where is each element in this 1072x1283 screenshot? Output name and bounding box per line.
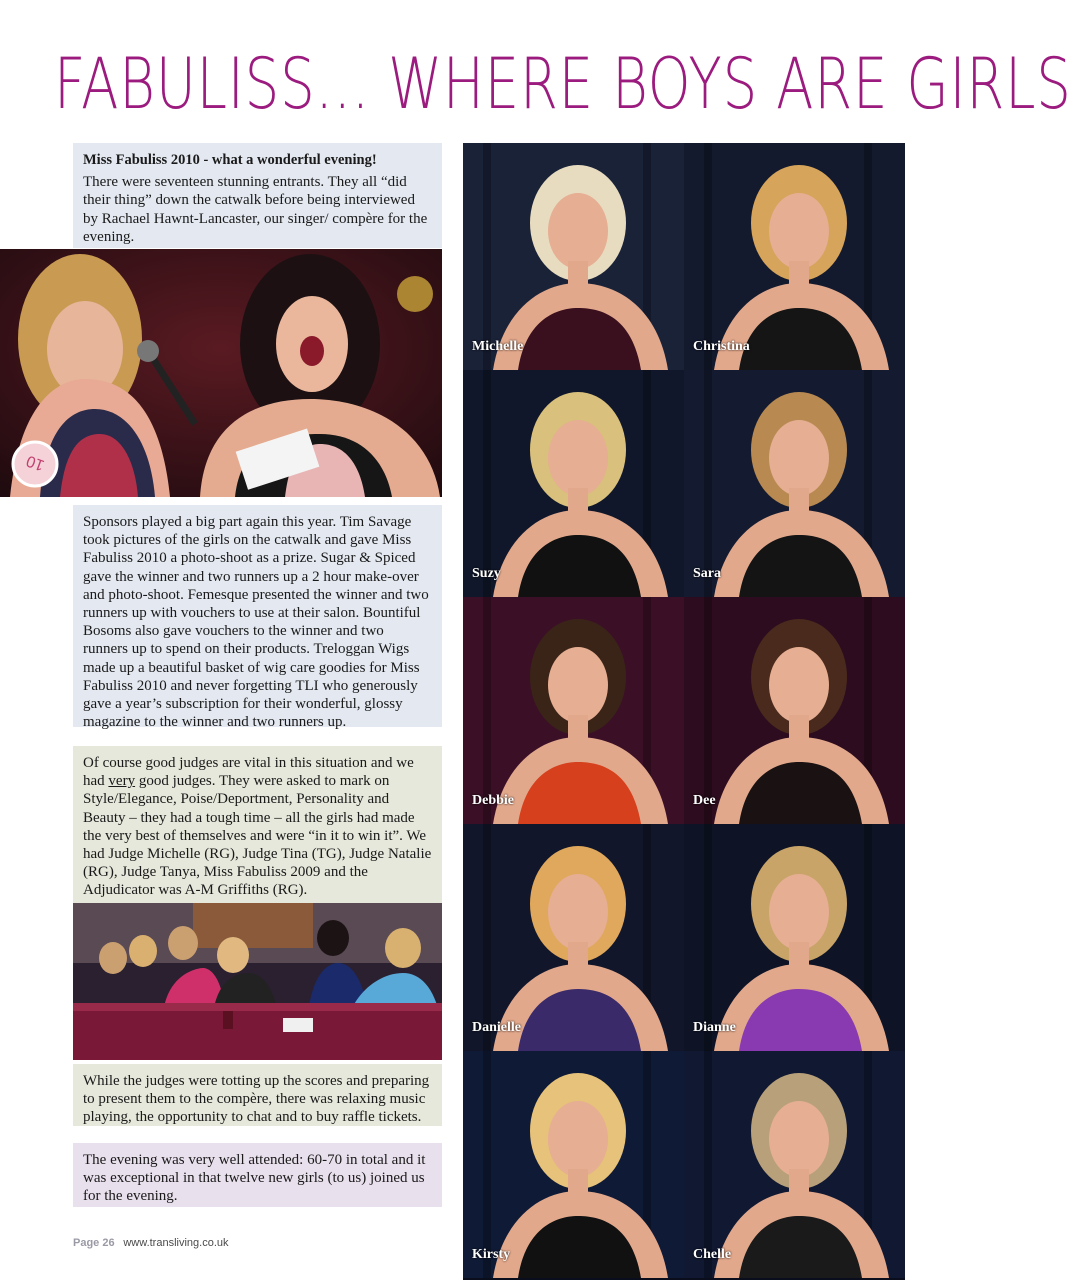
contestant-name: Christina bbox=[693, 339, 750, 354]
website-url: www.transliving.co.uk bbox=[123, 1237, 229, 1249]
judges-photo-image bbox=[73, 903, 442, 1060]
sponsors-text: Sponsors played a big part again this year. Tim Savage took pictures of the girls on the catwalk and gave Miss Fabuliss 2010 a photo-shoot as a prize. Sugar & Spiced gave the winner and two runners up a 2 hour make-over and photo-shoot. Femesque presented the winner and two runners up with vouchers to use at their salon. Bountiful Bosoms also gave vouchers to the winner and two runners up to spend on their products. Treloggan Wigs made up a beautiful basket of wig care goodies for Miss Fabuliss 2010 and never forgetting TLI who generously gave a year’s subscription for their wonderful, glossy magazine to the winner and two runners up. bbox=[83, 514, 429, 731]
contestant-portrait bbox=[684, 824, 905, 1051]
contestant-portrait bbox=[463, 824, 684, 1051]
page-number: Page 26 bbox=[73, 1237, 115, 1249]
contestant-photo bbox=[684, 143, 905, 370]
page-footer bbox=[73, 1235, 229, 1251]
contestant-name: Michelle bbox=[472, 339, 524, 354]
contestant-photo bbox=[463, 597, 684, 824]
judges-photo bbox=[73, 903, 442, 1060]
contestant-name: Chelle bbox=[693, 1247, 732, 1262]
attendance-text: The evening was very well attended: 60-70 in total and it was exceptional in that twelve new girls (to us) joined us for the evening. bbox=[83, 1152, 426, 1205]
contestant-portrait bbox=[463, 597, 684, 824]
contestant-photo bbox=[463, 824, 684, 1051]
contestant-name: Dianne bbox=[693, 1020, 736, 1035]
contestant-name: Sara bbox=[693, 566, 721, 581]
interview-photo bbox=[0, 249, 442, 497]
contestant-photo bbox=[463, 1051, 684, 1278]
contestant-photo bbox=[463, 370, 684, 597]
contestant-portrait bbox=[684, 143, 905, 370]
contestant-portrait bbox=[463, 143, 684, 370]
attendance-box bbox=[73, 1143, 442, 1207]
contestant-photo bbox=[684, 370, 905, 597]
contestant-photo bbox=[463, 143, 684, 370]
contestant-photo bbox=[684, 597, 905, 824]
contestant-portrait bbox=[684, 1051, 905, 1278]
contestants-grid bbox=[463, 143, 905, 1280]
contestant-portrait bbox=[463, 370, 684, 597]
contestant-badge: 10 bbox=[24, 451, 47, 474]
contestant-name: Danielle bbox=[472, 1020, 521, 1035]
contestant-name: Kirsty bbox=[472, 1247, 511, 1262]
judges-text: Of course good judges are vital in this situation and we had very good judges. They were asked to mark on Style/Elegance, Poise/Deportment, Personality and Beauty – they had a tough time – all the girls had made the very best of themselves and were “in it to win it”. We had Judge Michelle (RG), Judge Tina (TG), Judge Natalie (RG), Judge Tanya, Miss Fabuliss 2009 and the Adjudicator was A-M Griffiths (RG). bbox=[83, 755, 432, 899]
page-headline: FABULISS... WHERE BOYS ARE GIRLS bbox=[54, 43, 1072, 125]
contestant-name: Suzy bbox=[472, 566, 501, 581]
intro-heading: Miss Fabuliss 2010 - what a wonderful evening! bbox=[83, 152, 377, 168]
contestant-photo bbox=[684, 1051, 905, 1278]
contestant-name: Dee bbox=[693, 793, 716, 808]
scoring-box bbox=[73, 1064, 442, 1126]
sponsors-box bbox=[73, 505, 442, 731]
contestant-portrait bbox=[684, 370, 905, 597]
judges-box bbox=[73, 746, 442, 903]
contestant-portrait bbox=[684, 597, 905, 824]
contestant-photo bbox=[684, 824, 905, 1051]
scoring-text: While the judges were totting up the scores and preparing to present them to the compère, there was relaxing music playing, the opportunity to chat and to buy raffle tickets. bbox=[83, 1073, 430, 1126]
contestant-name: Debbie bbox=[472, 793, 514, 808]
intro-text: There were seventeen stunning entrants. They all “did their thing” down the catwalk before being interviewed by Rachael Hawnt-Lancaster, our singer/ compère for the evening. bbox=[83, 174, 428, 245]
interview-photo-image bbox=[0, 249, 442, 497]
intro-box bbox=[73, 143, 442, 248]
contestant-portrait bbox=[463, 1051, 684, 1278]
